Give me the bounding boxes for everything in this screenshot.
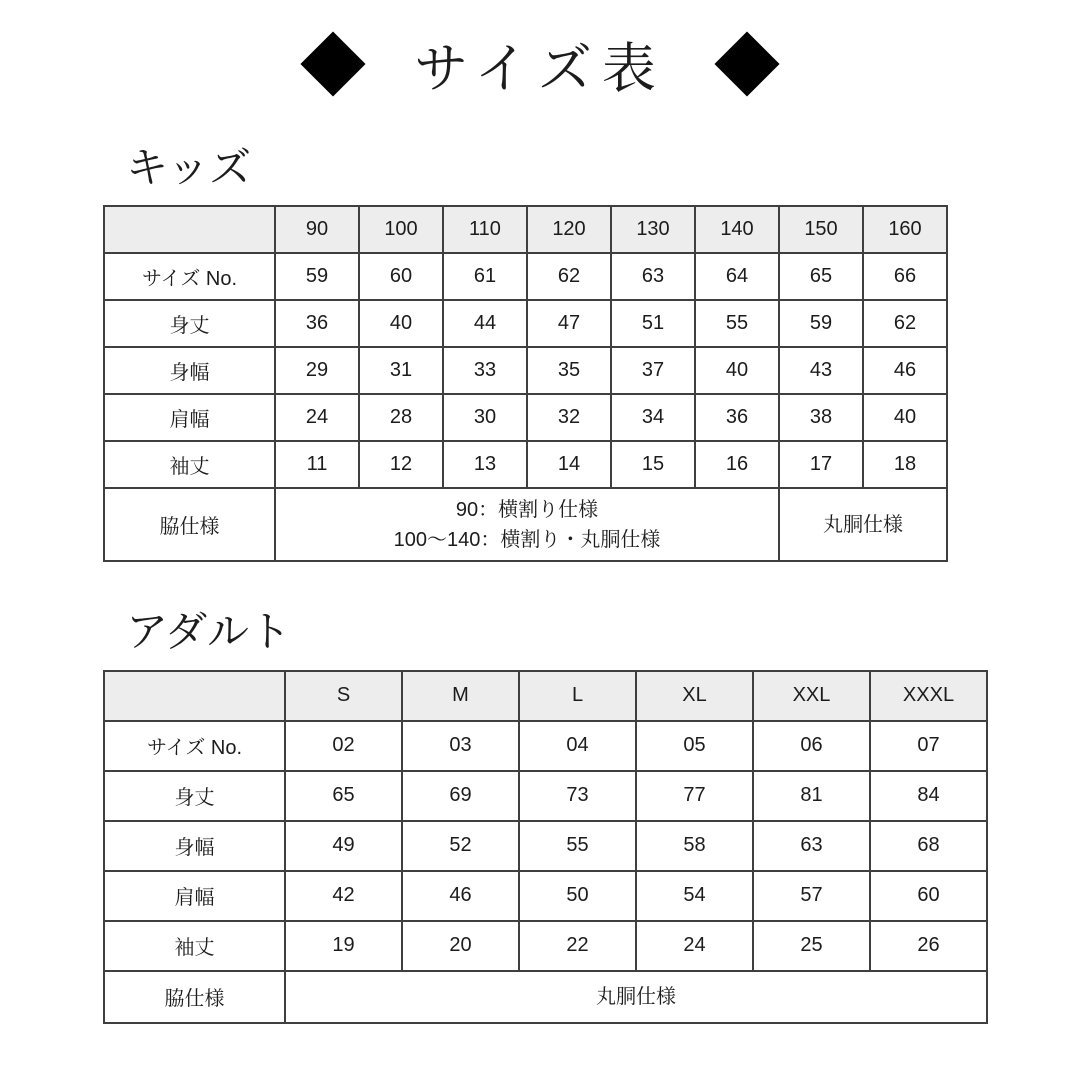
measurement-row	[104, 821, 987, 871]
measurement-cell: 65	[779, 253, 863, 300]
corner-cell	[104, 671, 285, 721]
measurement-cell: 69	[402, 771, 519, 821]
row-label: 身幅	[104, 821, 285, 871]
measurement-cell: 44	[443, 300, 527, 347]
measurement-cell: 40	[863, 394, 947, 441]
measurement-cell: 02	[285, 721, 402, 771]
size-column-header: 90	[275, 206, 359, 253]
row-label: 身丈	[104, 300, 275, 347]
diamond-icon	[714, 31, 779, 96]
measurement-cell: 52	[402, 821, 519, 871]
measurement-cell: 73	[519, 771, 636, 821]
measurement-cell: 11	[275, 441, 359, 488]
measurement-cell: 35	[527, 347, 611, 394]
measurement-row	[104, 253, 947, 300]
measurement-cell: 84	[870, 771, 987, 821]
size-column-header: 110	[443, 206, 527, 253]
row-label: 身幅	[104, 347, 275, 394]
measurement-cell: 28	[359, 394, 443, 441]
size-column-header: 140	[695, 206, 779, 253]
measurement-cell: 49	[285, 821, 402, 871]
measurement-cell: 65	[285, 771, 402, 821]
diamond-icon	[301, 31, 366, 96]
measurement-cell: 59	[275, 253, 359, 300]
size-column-header: 100	[359, 206, 443, 253]
measurement-cell: 13	[443, 441, 527, 488]
row-label: 脇仕様	[104, 971, 285, 1023]
row-label: 身丈	[104, 771, 285, 821]
measurement-cell: 30	[443, 394, 527, 441]
adult-section-heading: アダルト	[126, 608, 292, 656]
measurement-cell: 63	[753, 821, 870, 871]
measurement-cell: 62	[527, 253, 611, 300]
size-column-header: 150	[779, 206, 863, 253]
measurement-cell: 36	[275, 300, 359, 347]
measurement-cell: 04	[519, 721, 636, 771]
measurement-cell: 55	[519, 821, 636, 871]
kids-header-row	[104, 206, 947, 253]
measurement-cell: 68	[870, 821, 987, 871]
measurement-cell: 38	[779, 394, 863, 441]
size-column-header: 160	[863, 206, 947, 253]
row-label: 袖丈	[104, 441, 275, 488]
measurement-cell: 34	[611, 394, 695, 441]
measurement-cell: 77	[636, 771, 753, 821]
measurement-cell: 43	[779, 347, 863, 394]
kids-section-heading: キッズ	[126, 144, 252, 191]
row-label: 脇仕様	[104, 488, 275, 561]
side-spec-row	[104, 488, 947, 561]
measurement-row	[104, 921, 987, 971]
row-label: サイズ No.	[104, 253, 275, 300]
measurement-row	[104, 394, 947, 441]
measurement-cell: 58	[636, 821, 753, 871]
size-column-header: XXXL	[870, 671, 987, 721]
measurement-row	[104, 441, 947, 488]
measurement-cell: 20	[402, 921, 519, 971]
row-label: 袖丈	[104, 921, 285, 971]
spec-cell: 丸胴仕様	[779, 488, 947, 561]
size-column-header: XL	[636, 671, 753, 721]
measurement-cell: 16	[695, 441, 779, 488]
measurement-cell: 63	[611, 253, 695, 300]
row-label: 肩幅	[104, 871, 285, 921]
measurement-row	[104, 871, 987, 921]
kids-size-table	[103, 205, 948, 562]
measurement-cell: 60	[359, 253, 443, 300]
measurement-cell: 47	[527, 300, 611, 347]
measurement-cell: 06	[753, 721, 870, 771]
measurement-cell: 46	[402, 871, 519, 921]
measurement-cell: 05	[636, 721, 753, 771]
measurement-cell: 62	[863, 300, 947, 347]
measurement-cell: 24	[275, 394, 359, 441]
measurement-row	[104, 347, 947, 394]
measurement-cell: 36	[695, 394, 779, 441]
measurement-cell: 81	[753, 771, 870, 821]
adult-size-table	[103, 670, 988, 1024]
size-column-header: L	[519, 671, 636, 721]
size-column-header: XXL	[753, 671, 870, 721]
measurement-cell: 03	[402, 721, 519, 771]
measurement-cell: 54	[636, 871, 753, 921]
measurement-cell: 55	[695, 300, 779, 347]
measurement-cell: 61	[443, 253, 527, 300]
measurement-cell: 64	[695, 253, 779, 300]
measurement-cell: 18	[863, 441, 947, 488]
page-title	[0, 0, 1080, 98]
measurement-cell: 24	[636, 921, 753, 971]
spec-cell: 90：横割り仕様 100〜140：横割り・丸胴仕様	[275, 488, 779, 561]
size-column-header: M	[402, 671, 519, 721]
measurement-cell: 07	[870, 721, 987, 771]
measurement-cell: 17	[779, 441, 863, 488]
corner-cell	[104, 206, 275, 253]
page-title-text: サイズ表	[414, 38, 666, 99]
measurement-cell: 29	[275, 347, 359, 394]
measurement-cell: 12	[359, 441, 443, 488]
measurement-cell: 57	[753, 871, 870, 921]
measurement-cell: 60	[870, 871, 987, 921]
measurement-cell: 14	[527, 441, 611, 488]
measurement-row	[104, 300, 947, 347]
measurement-cell: 51	[611, 300, 695, 347]
measurement-cell: 42	[285, 871, 402, 921]
measurement-cell: 40	[695, 347, 779, 394]
measurement-cell: 59	[779, 300, 863, 347]
measurement-row	[104, 721, 987, 771]
size-column-header: 130	[611, 206, 695, 253]
row-label: サイズ No.	[104, 721, 285, 771]
measurement-row	[104, 771, 987, 821]
measurement-cell: 66	[863, 253, 947, 300]
size-column-header: 120	[527, 206, 611, 253]
adult-header-row	[104, 671, 987, 721]
measurement-cell: 26	[870, 921, 987, 971]
measurement-cell: 37	[611, 347, 695, 394]
measurement-cell: 50	[519, 871, 636, 921]
measurement-cell: 15	[611, 441, 695, 488]
measurement-cell: 46	[863, 347, 947, 394]
measurement-cell: 40	[359, 300, 443, 347]
measurement-cell: 22	[519, 921, 636, 971]
measurement-cell: 31	[359, 347, 443, 394]
measurement-cell: 25	[753, 921, 870, 971]
spec-cell: 丸胴仕様	[285, 971, 987, 1023]
side-spec-row	[104, 971, 987, 1023]
size-column-header: S	[285, 671, 402, 721]
measurement-cell: 19	[285, 921, 402, 971]
row-label: 肩幅	[104, 394, 275, 441]
measurement-cell: 32	[527, 394, 611, 441]
measurement-cell: 33	[443, 347, 527, 394]
